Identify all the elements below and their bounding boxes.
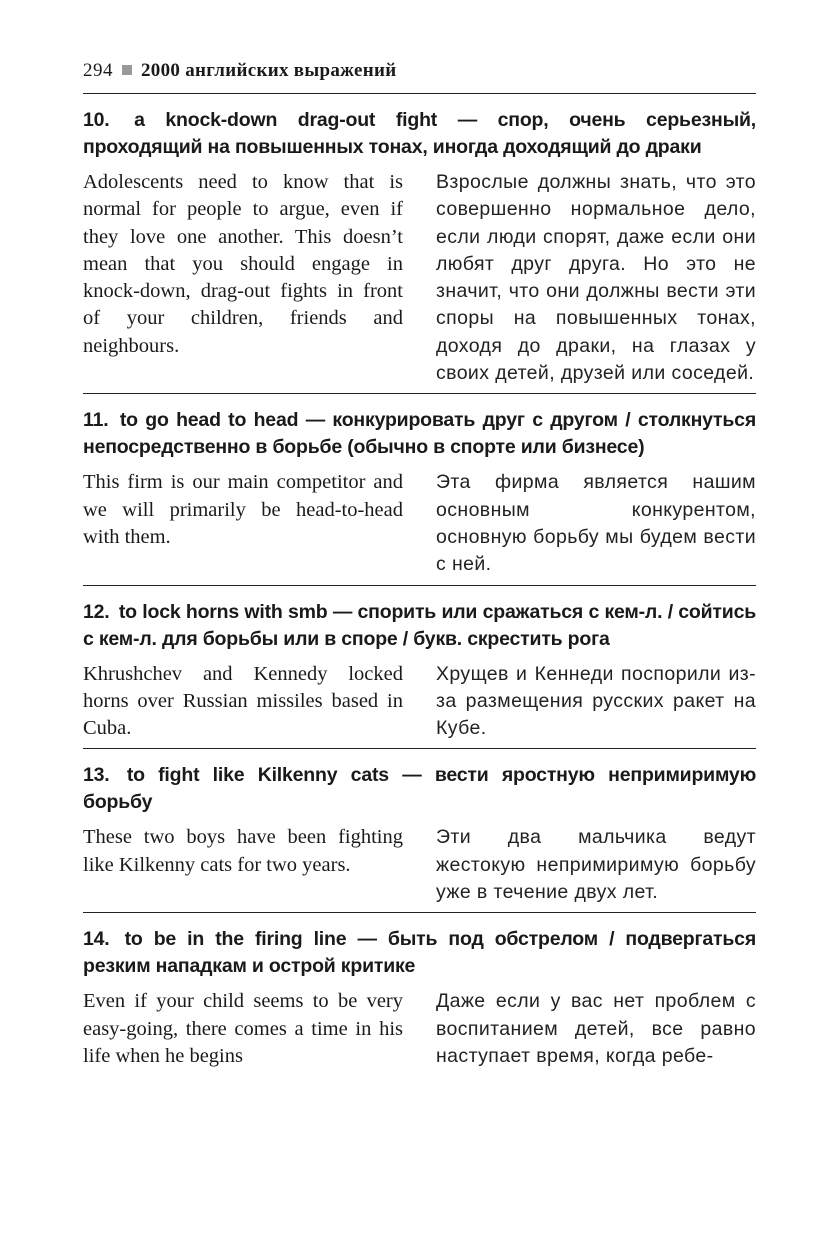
entry-heading [83,749,756,824]
entry-translation: — быть под обстрелом / подвергаться резким нападкам и острой критике [83,928,757,978]
square-bullet-icon [122,65,132,75]
entry-14 [83,913,756,1076]
entry-12 [83,586,756,749]
entry-examples [83,661,756,749]
book-page [83,60,756,1076]
entry-number: 13. [83,764,110,787]
entry-phrase: to be in the firing line [124,928,347,951]
example-english: These two boys have been fighting like Kilkenny cats for two years. [83,826,403,876]
entry-translation: — спорить или сражаться с кем-л. / сойтись с кем-л. для борьбы или в споре / букв. скрестить рога [83,600,757,650]
entry-examples [83,988,756,1076]
entry-number: 11. [83,409,109,432]
example-english: Adolescents need to know that is normal for people to argue, even if they love one another. This doesn’t mean that you should engage in knock-down, drag-out fights in front of your children, friends and neighbours. [83,171,403,357]
entry-examples [83,824,756,912]
entry-examples [83,169,756,393]
entry-phrase: to go head to head [119,409,299,432]
entry-11 [83,394,756,584]
example-english: Khrushchev and Kennedy locked horns over Russian missiles based in Cuba. [83,662,403,740]
entry-translation: — вести яростную непримиримую борьбу [83,764,757,814]
example-english: Even if your child seems to be very easy-going, there comes a time in his life when he begins [83,990,403,1067]
example-russian: Взрослые должны знать, что это совершенно нормальное дело, если люди спорят, даже если они любят друг друга. Но это не значит, что они должны вести эти споры на повышенных тонах, доходя до драки, на глазах у своих детей, друзей или соседей. [436,171,756,385]
example-russian: Эта фирма является нашим основным конкурентом, основную борьбу мы будем вести с ней. [436,471,756,576]
entry-translation: — спор, очень серьезный, проходящий на повышенных тонах, иногда доходящий до драки [83,109,757,158]
entry-examples [83,469,756,584]
entry-phrase: to fight like Kilkenny cats [126,764,389,787]
page-number: 294 [83,60,113,81]
entry-heading [83,394,756,469]
entry-heading [83,913,756,988]
entry-translation: — конкурировать друг с другом / столкнуться непосредственно в борьбе (обычно в спорте или бизнесе) [83,409,757,459]
entry-number: 12. [83,600,110,623]
example-russian: Эти два мальчика ведут жестокую непримиримую борьбу уже в течение двух лет. [436,826,756,904]
entry-number: 14. [83,928,110,951]
entry-number: 10. [83,109,110,131]
entry-phrase: a knock-down drag-out fight [134,109,438,131]
entry-phrase: to lock horns with smb [118,600,328,623]
example-russian: Хрущев и Кеннеди поспорили из-за размещения русских ракет на Кубе. [436,662,756,740]
entry-heading [83,94,756,169]
entry-10 [83,94,756,393]
entry-heading [83,586,756,661]
example-english: This firm is our main competitor and we will primarily be head-to-head with them. [83,471,403,548]
entry-13 [83,749,756,912]
example-russian: Даже если у вас нет проблем с воспитанием детей, все равно наступает время, когда ребе- [436,990,756,1067]
running-head [83,60,756,94]
book-title: 2000 английских выражений [141,60,397,81]
